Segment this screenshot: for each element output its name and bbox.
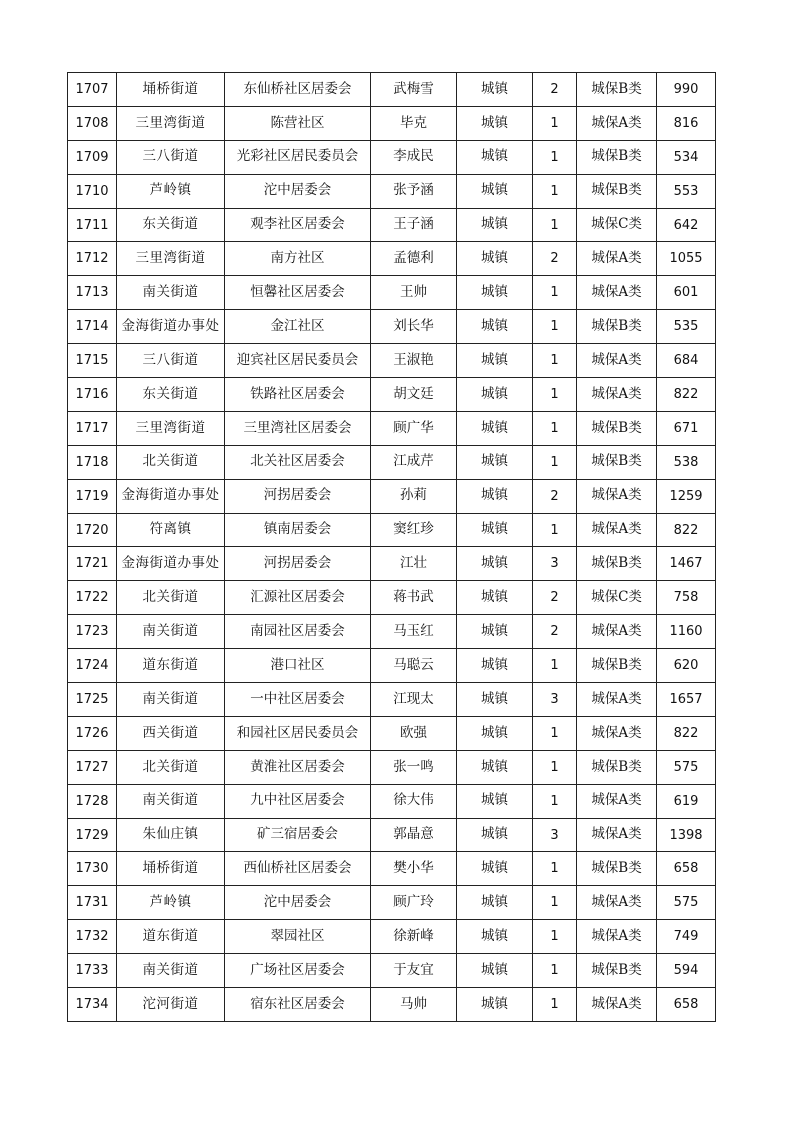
cell-amount: 534 (657, 140, 716, 174)
cell-category: 城保B类 (577, 445, 657, 479)
cell-amount: 671 (657, 411, 716, 445)
table-row (68, 716, 716, 750)
cell-community: 镇南居委会 (225, 513, 371, 547)
table-row (68, 445, 716, 479)
cell-community: 汇源社区居委会 (225, 581, 371, 615)
cell-amount: 1259 (657, 479, 716, 513)
cell-street: 芦岭镇 (117, 886, 225, 920)
cell-community: 沱中居委会 (225, 174, 371, 208)
cell-name: 江成芹 (371, 445, 457, 479)
cell-community: 河拐居委会 (225, 547, 371, 581)
cell-count: 1 (533, 276, 577, 310)
cell-count: 1 (533, 344, 577, 378)
cell-name: 马帅 (371, 988, 457, 1022)
cell-street: 埇桥街道 (117, 852, 225, 886)
cell-count: 3 (533, 683, 577, 717)
table-row (68, 242, 716, 276)
cell-id: 1716 (68, 378, 117, 412)
cell-id: 1725 (68, 683, 117, 717)
cell-amount: 822 (657, 513, 716, 547)
cell-community: 和园社区居民委员会 (225, 716, 371, 750)
cell-category: 城保B类 (577, 547, 657, 581)
cell-id: 1731 (68, 886, 117, 920)
table-row (68, 615, 716, 649)
cell-category: 城保A类 (577, 479, 657, 513)
cell-name: 江壮 (371, 547, 457, 581)
cell-name: 欧强 (371, 716, 457, 750)
cell-count: 1 (533, 411, 577, 445)
cell-street: 三八街道 (117, 344, 225, 378)
cell-street: 三里湾街道 (117, 411, 225, 445)
cell-community: 宿东社区居委会 (225, 988, 371, 1022)
cell-category: 城保B类 (577, 73, 657, 107)
cell-street: 北关街道 (117, 750, 225, 784)
cell-count: 1 (533, 513, 577, 547)
cell-area: 城镇 (457, 920, 533, 954)
cell-street: 东关街道 (117, 378, 225, 412)
cell-count: 1 (533, 852, 577, 886)
cell-community: 光彩社区居民委员会 (225, 140, 371, 174)
cell-amount: 816 (657, 106, 716, 140)
cell-street: 道东街道 (117, 649, 225, 683)
table-row (68, 886, 716, 920)
cell-id: 1721 (68, 547, 117, 581)
cell-street: 三八街道 (117, 140, 225, 174)
cell-category: 城保A类 (577, 615, 657, 649)
cell-name: 刘长华 (371, 310, 457, 344)
cell-count: 2 (533, 73, 577, 107)
cell-area: 城镇 (457, 649, 533, 683)
table-row (68, 310, 716, 344)
cell-amount: 1398 (657, 818, 716, 852)
cell-count: 1 (533, 988, 577, 1022)
cell-count: 1 (533, 140, 577, 174)
cell-amount: 822 (657, 716, 716, 750)
table-row (68, 954, 716, 988)
cell-count: 1 (533, 784, 577, 818)
cell-name: 胡文廷 (371, 378, 457, 412)
cell-count: 1 (533, 208, 577, 242)
cell-street: 道东街道 (117, 920, 225, 954)
cell-street: 芦岭镇 (117, 174, 225, 208)
cell-amount: 575 (657, 750, 716, 784)
cell-category: 城保A类 (577, 818, 657, 852)
cell-community: 矿三宿居委会 (225, 818, 371, 852)
cell-name: 王子涵 (371, 208, 457, 242)
cell-category: 城保B类 (577, 750, 657, 784)
cell-count: 2 (533, 479, 577, 513)
cell-area: 城镇 (457, 73, 533, 107)
cell-street: 西关街道 (117, 716, 225, 750)
cell-community: 广场社区居委会 (225, 954, 371, 988)
cell-community: 黄淮社区居委会 (225, 750, 371, 784)
cell-amount: 594 (657, 954, 716, 988)
cell-area: 城镇 (457, 513, 533, 547)
cell-name: 孙莉 (371, 479, 457, 513)
cell-count: 1 (533, 378, 577, 412)
cell-area: 城镇 (457, 818, 533, 852)
cell-category: 城保A类 (577, 242, 657, 276)
cell-street: 北关街道 (117, 581, 225, 615)
cell-id: 1717 (68, 411, 117, 445)
cell-id: 1715 (68, 344, 117, 378)
cell-amount: 538 (657, 445, 716, 479)
cell-area: 城镇 (457, 886, 533, 920)
table-row (68, 208, 716, 242)
table-row (68, 784, 716, 818)
cell-street: 金海街道办事处 (117, 547, 225, 581)
table-row (68, 852, 716, 886)
cell-area: 城镇 (457, 242, 533, 276)
cell-count: 3 (533, 818, 577, 852)
cell-id: 1711 (68, 208, 117, 242)
cell-category: 城保C类 (577, 581, 657, 615)
cell-count: 2 (533, 615, 577, 649)
cell-name: 江现太 (371, 683, 457, 717)
cell-area: 城镇 (457, 411, 533, 445)
cell-street: 符离镇 (117, 513, 225, 547)
table-body (68, 73, 716, 1022)
cell-amount: 1055 (657, 242, 716, 276)
cell-count: 1 (533, 920, 577, 954)
cell-street: 南关街道 (117, 615, 225, 649)
cell-count: 1 (533, 716, 577, 750)
cell-category: 城保A类 (577, 378, 657, 412)
table-row (68, 581, 716, 615)
cell-area: 城镇 (457, 445, 533, 479)
cell-area: 城镇 (457, 954, 533, 988)
cell-community: 南方社区 (225, 242, 371, 276)
cell-count: 2 (533, 581, 577, 615)
cell-count: 1 (533, 954, 577, 988)
cell-name: 郭晶意 (371, 818, 457, 852)
table-row (68, 683, 716, 717)
cell-count: 1 (533, 649, 577, 683)
cell-area: 城镇 (457, 106, 533, 140)
cell-id: 1714 (68, 310, 117, 344)
cell-count: 1 (533, 106, 577, 140)
cell-community: 观李社区居委会 (225, 208, 371, 242)
cell-id: 1720 (68, 513, 117, 547)
cell-count: 3 (533, 547, 577, 581)
cell-community: 沱中居委会 (225, 886, 371, 920)
cell-amount: 1657 (657, 683, 716, 717)
cell-amount: 575 (657, 886, 716, 920)
cell-street: 南关街道 (117, 683, 225, 717)
cell-id: 1710 (68, 174, 117, 208)
cell-area: 城镇 (457, 852, 533, 886)
cell-category: 城保A类 (577, 683, 657, 717)
cell-amount: 1160 (657, 615, 716, 649)
table-row (68, 988, 716, 1022)
table-row (68, 411, 716, 445)
table-row (68, 479, 716, 513)
cell-community: 陈营社区 (225, 106, 371, 140)
cell-category: 城保B类 (577, 954, 657, 988)
cell-category: 城保B类 (577, 310, 657, 344)
cell-name: 于友宜 (371, 954, 457, 988)
cell-area: 城镇 (457, 378, 533, 412)
cell-category: 城保C类 (577, 208, 657, 242)
cell-id: 1733 (68, 954, 117, 988)
cell-amount: 601 (657, 276, 716, 310)
cell-name: 窦红珍 (371, 513, 457, 547)
cell-id: 1718 (68, 445, 117, 479)
cell-name: 王帅 (371, 276, 457, 310)
cell-area: 城镇 (457, 547, 533, 581)
cell-street: 南关街道 (117, 954, 225, 988)
cell-id: 1726 (68, 716, 117, 750)
cell-amount: 658 (657, 988, 716, 1022)
cell-street: 北关街道 (117, 445, 225, 479)
cell-category: 城保A类 (577, 344, 657, 378)
cell-name: 张一鸣 (371, 750, 457, 784)
cell-category: 城保A类 (577, 920, 657, 954)
cell-community: 三里湾社区居委会 (225, 411, 371, 445)
cell-count: 2 (533, 242, 577, 276)
cell-id: 1722 (68, 581, 117, 615)
table-row (68, 818, 716, 852)
cell-amount: 990 (657, 73, 716, 107)
cell-amount: 620 (657, 649, 716, 683)
cell-name: 张予涵 (371, 174, 457, 208)
cell-count: 1 (533, 310, 577, 344)
table-row (68, 140, 716, 174)
cell-category: 城保A类 (577, 276, 657, 310)
cell-amount: 535 (657, 310, 716, 344)
cell-street: 南关街道 (117, 276, 225, 310)
cell-id: 1729 (68, 818, 117, 852)
table-row (68, 920, 716, 954)
cell-category: 城保B类 (577, 411, 657, 445)
cell-count: 1 (533, 750, 577, 784)
cell-street: 朱仙庄镇 (117, 818, 225, 852)
cell-street: 沱河街道 (117, 988, 225, 1022)
cell-name: 王淑艳 (371, 344, 457, 378)
cell-count: 1 (533, 886, 577, 920)
cell-street: 三里湾街道 (117, 106, 225, 140)
cell-id: 1728 (68, 784, 117, 818)
cell-count: 1 (533, 174, 577, 208)
cell-area: 城镇 (457, 581, 533, 615)
cell-amount: 642 (657, 208, 716, 242)
cell-name: 徐新峰 (371, 920, 457, 954)
cell-id: 1727 (68, 750, 117, 784)
table-row (68, 174, 716, 208)
cell-area: 城镇 (457, 716, 533, 750)
cell-area: 城镇 (457, 615, 533, 649)
cell-community: 南园社区居委会 (225, 615, 371, 649)
table-row (68, 513, 716, 547)
cell-street: 埇桥街道 (117, 73, 225, 107)
cell-area: 城镇 (457, 344, 533, 378)
table-row (68, 378, 716, 412)
cell-amount: 684 (657, 344, 716, 378)
cell-name: 马玉红 (371, 615, 457, 649)
cell-area: 城镇 (457, 750, 533, 784)
cell-category: 城保B类 (577, 649, 657, 683)
cell-community: 铁路社区居委会 (225, 378, 371, 412)
cell-community: 港口社区 (225, 649, 371, 683)
cell-area: 城镇 (457, 208, 533, 242)
table-row (68, 73, 716, 107)
cell-area: 城镇 (457, 174, 533, 208)
cell-id: 1707 (68, 73, 117, 107)
table-row (68, 547, 716, 581)
cell-id: 1730 (68, 852, 117, 886)
cell-id: 1734 (68, 988, 117, 1022)
cell-amount: 822 (657, 378, 716, 412)
cell-street: 东关街道 (117, 208, 225, 242)
cell-amount: 619 (657, 784, 716, 818)
cell-amount: 758 (657, 581, 716, 615)
cell-area: 城镇 (457, 140, 533, 174)
cell-category: 城保B类 (577, 140, 657, 174)
cell-name: 樊小华 (371, 852, 457, 886)
cell-category: 城保A类 (577, 886, 657, 920)
cell-street: 三里湾街道 (117, 242, 225, 276)
cell-id: 1708 (68, 106, 117, 140)
cell-amount: 553 (657, 174, 716, 208)
cell-community: 河拐居委会 (225, 479, 371, 513)
table-row (68, 344, 716, 378)
table-row (68, 106, 716, 140)
cell-id: 1732 (68, 920, 117, 954)
cell-category: 城保A类 (577, 106, 657, 140)
cell-category: 城保A类 (577, 513, 657, 547)
cell-community: 北关社区居委会 (225, 445, 371, 479)
cell-name: 顾广玲 (371, 886, 457, 920)
cell-id: 1724 (68, 649, 117, 683)
records-table (67, 72, 716, 1022)
cell-id: 1719 (68, 479, 117, 513)
cell-amount: 658 (657, 852, 716, 886)
cell-category: 城保B类 (577, 174, 657, 208)
cell-name: 徐大伟 (371, 784, 457, 818)
cell-community: 九中社区居委会 (225, 784, 371, 818)
table-row (68, 649, 716, 683)
cell-area: 城镇 (457, 276, 533, 310)
cell-name: 顾广华 (371, 411, 457, 445)
cell-area: 城镇 (457, 310, 533, 344)
cell-amount: 749 (657, 920, 716, 954)
cell-community: 西仙桥社区居委会 (225, 852, 371, 886)
cell-category: 城保B类 (577, 852, 657, 886)
cell-name: 马聪云 (371, 649, 457, 683)
cell-area: 城镇 (457, 784, 533, 818)
cell-category: 城保A类 (577, 988, 657, 1022)
table-row (68, 276, 716, 310)
cell-amount: 1467 (657, 547, 716, 581)
cell-name: 蒋书武 (371, 581, 457, 615)
cell-community: 恒馨社区居委会 (225, 276, 371, 310)
cell-community: 金江社区 (225, 310, 371, 344)
cell-name: 武梅雪 (371, 73, 457, 107)
cell-count: 1 (533, 445, 577, 479)
cell-community: 迎宾社区居民委员会 (225, 344, 371, 378)
cell-community: 一中社区居委会 (225, 683, 371, 717)
cell-id: 1712 (68, 242, 117, 276)
cell-community: 东仙桥社区居委会 (225, 73, 371, 107)
cell-id: 1723 (68, 615, 117, 649)
cell-category: 城保A类 (577, 716, 657, 750)
cell-id: 1709 (68, 140, 117, 174)
cell-street: 金海街道办事处 (117, 479, 225, 513)
table-row (68, 750, 716, 784)
cell-id: 1713 (68, 276, 117, 310)
cell-area: 城镇 (457, 683, 533, 717)
cell-name: 孟德利 (371, 242, 457, 276)
cell-name: 毕克 (371, 106, 457, 140)
cell-community: 翠园社区 (225, 920, 371, 954)
cell-area: 城镇 (457, 479, 533, 513)
cell-name: 李成民 (371, 140, 457, 174)
cell-category: 城保A类 (577, 784, 657, 818)
cell-area: 城镇 (457, 988, 533, 1022)
cell-street: 金海街道办事处 (117, 310, 225, 344)
cell-street: 南关街道 (117, 784, 225, 818)
